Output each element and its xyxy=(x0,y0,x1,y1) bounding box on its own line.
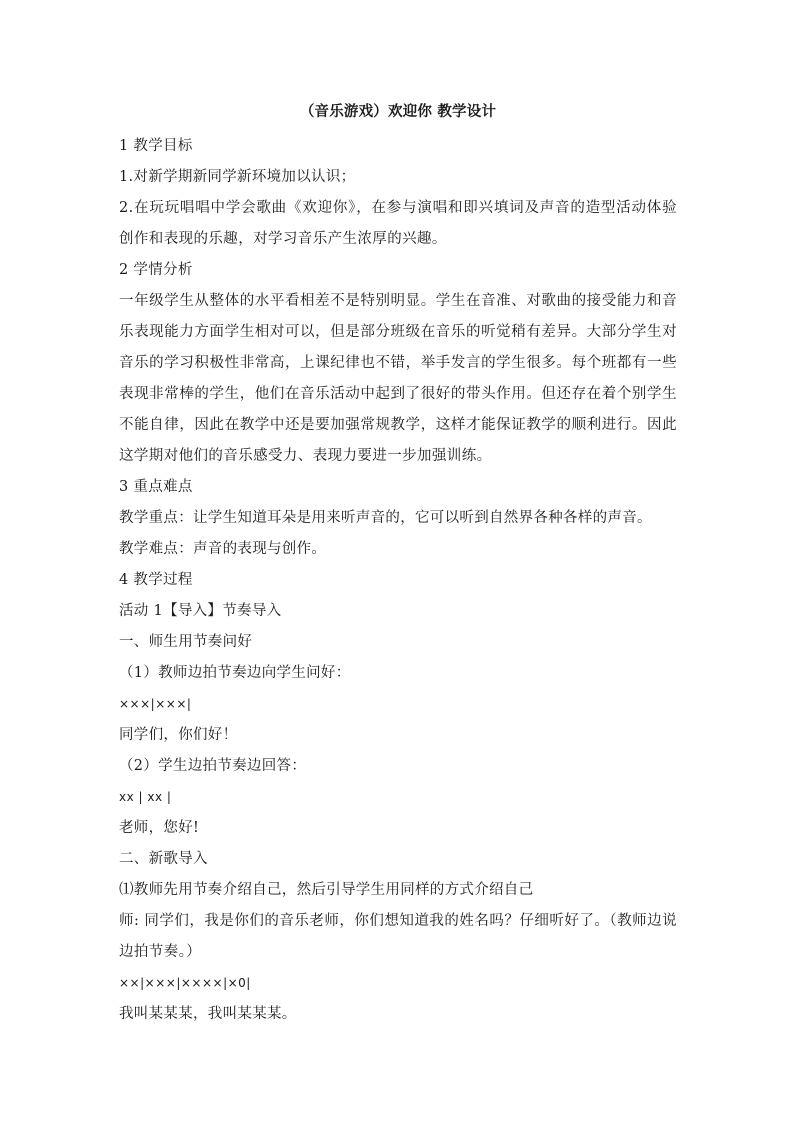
step-student-reply: （2）学生边拍节奏边回答： xyxy=(119,758,307,774)
section-heading-analysis: 2 学情分析 xyxy=(119,262,193,278)
goal-item-1: 1.对新学期新同学新环境加以认识； xyxy=(119,169,356,185)
rhythm-notation-1: ×××|×××| xyxy=(119,697,192,711)
step-self-intro: ⑴教师先用节奏介绍自己，然后引导学生用同样的方式介绍自己 xyxy=(119,882,534,898)
rhythm-notation-2: xx | xx | xyxy=(119,790,172,804)
document-title: （音乐游戏）欢迎你 教学设计 xyxy=(299,103,497,120)
greeting-text-1: 同学们，你们好！ xyxy=(119,727,238,743)
part-heading-greeting: 一、师生用节奏问好 xyxy=(119,634,253,650)
section-heading-process: 4 教学过程 xyxy=(119,572,193,588)
goal-item-2: 2.在玩玩唱唱中学会歌曲《欢迎你》，在参与演唱和即兴填词及声音的造型活动体验创作和表现的乐趣，对学习音乐产生浓厚的兴趣。 xyxy=(119,200,677,247)
greeting-text-2: 老师，您好! xyxy=(119,820,200,836)
section-heading-goals: 1 教学目标 xyxy=(119,138,193,154)
section-heading-key-points: 3 重点难点 xyxy=(119,479,193,495)
difficulty-text: 教学难点：声音的表现与创作。 xyxy=(119,541,327,557)
part-heading-new-song: 二、新歌导入 xyxy=(119,851,208,867)
activity-heading: 活动 1【导入】节奏导入 xyxy=(119,603,282,619)
teacher-intro-text: 师: 同学们，我是你们的音乐老师，你们想知道我的姓名吗？仔细听好了。（教师边说边拍节奏。） xyxy=(119,913,677,960)
rhythm-notation-3: ××|×××|××××|×0| xyxy=(119,976,251,990)
analysis-paragraph: 一年级学生从整体的水平看相差不是特别明显。学生在音准、对歌曲的接受能力和音乐表现能力方面学生相对可以，但是部分班级在音乐的听觉稍有差异。大部分学生对音乐的学习积极性非常高，上课纪律也不错，举手发言的学生很多。每个班都有一些表现非常棒的学生，他们在音乐活动中起到了很好的带头作用。但还存在着个别学生不能自律，因此在教学中还是要加强常规教学，这样才能保证教学的顺利进行。因此这学期对他们的音乐感受力、表现力要进一步加强训练。 xyxy=(119,293,677,464)
name-line-text: 我叫某某某，我叫某某某。 xyxy=(119,1006,297,1022)
step-teacher-greeting: （1）教师边拍节奏边向学生问好： xyxy=(119,665,351,681)
key-point-text: 教学重点：让学生知道耳朵是用来听声音的，它可以听到自然界各种各样的声音。 xyxy=(119,510,652,526)
document-page xyxy=(119,100,677,1030)
